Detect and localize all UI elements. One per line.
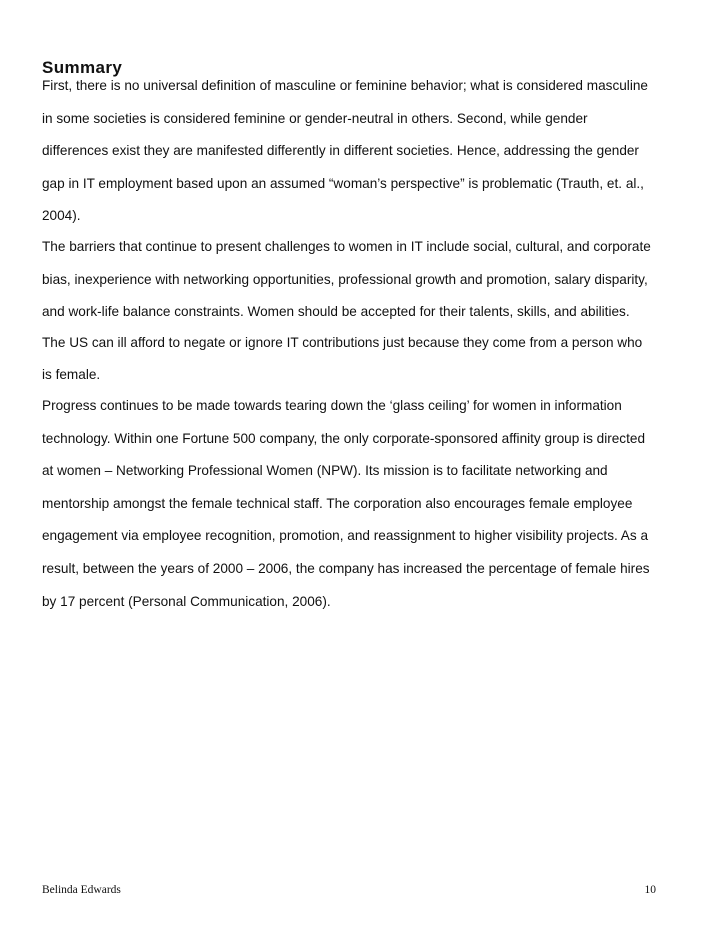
paragraph-3 (42, 327, 692, 392)
text-line: differences exist they are manifested differently in different societies. Hence, addressing the gender (42, 143, 639, 159)
text-line: at women – Networking Professional Women (NPW). Its mission is to facilitate networking and (42, 463, 608, 479)
section-heading: Summary (42, 58, 123, 77)
text-line: technology. Within one Fortune 500 company, the only corporate-sponsored affinity group is directed (42, 430, 646, 446)
text-line: mentorship amongst the female technical staff. The corporation also encourages female employee (42, 495, 633, 511)
text-line: The US can ill afford to negate or ignore IT contributions just because they come from a person who (42, 334, 643, 350)
text-line: 2004). (42, 208, 81, 224)
text-line: bias, inexperience with networking opportunities, professional growth and promotion, salary disparity, (42, 271, 648, 287)
paragraph-1 (42, 70, 692, 233)
text-line: is female. (42, 367, 101, 383)
text-line: result, between the years of 2000 – 2006, the company has increased the percentage of female hires (42, 560, 650, 576)
text-line: in some societies is considered feminine or gender-neutral in others. Second, while gender (42, 110, 588, 126)
text-line: gap in IT employment based upon an assumed “woman’s perspective” is problematic (Trauth, et. al., (42, 175, 644, 191)
page-number: 10 (644, 884, 656, 896)
footer-author: Belinda Edwards (42, 884, 121, 896)
text-line: Progress continues to be made towards tearing down the ‘glass ceiling’ for women in information (42, 397, 622, 413)
text-line: engagement via employee recognition, promotion, and reassignment to higher visibility projects. As a (42, 528, 649, 544)
paragraph-4 (42, 390, 692, 618)
page-footer (42, 884, 656, 900)
text-line: The barriers that continue to present challenges to women in IT include social, cultural, and corporate (42, 238, 651, 254)
paragraph-2 (42, 231, 692, 329)
text-line: by 17 percent (Personal Communication, 2006). (42, 593, 331, 609)
text-line: and work-life balance constraints. Women should be accepted for their talents, skills, and abilities. (42, 304, 630, 320)
document-body (42, 58, 692, 618)
text-line: First, there is no universal definition of masculine or feminine behavior; what is considered masculine (42, 78, 648, 93)
